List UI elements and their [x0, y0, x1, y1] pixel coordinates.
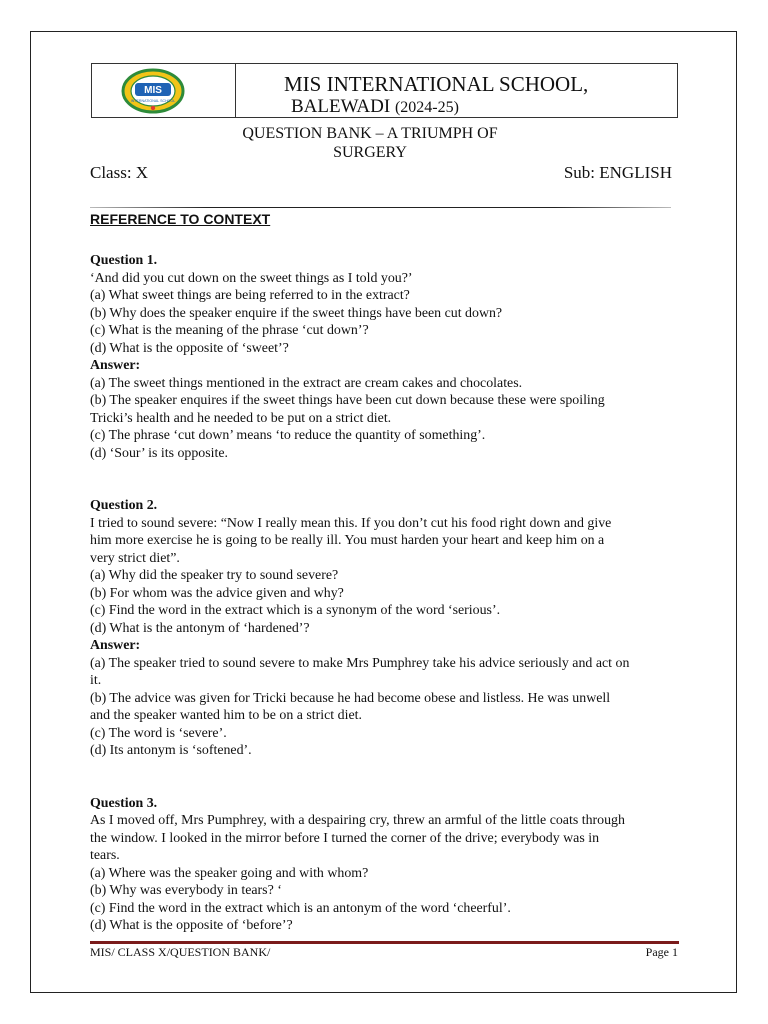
question-part: (b) For whom was the advice given and why?: [90, 585, 344, 601]
question-part: (b) Why does the speaker enquire if the sweet things have been cut down?: [90, 305, 503, 321]
school-name: MIS INTERNATIONAL SCHOOL,: [284, 72, 589, 96]
spacer: [90, 760, 680, 778]
question-part: (c) Find the word in the extract which is an antonym of the word ‘cheerful’.: [90, 900, 511, 916]
subject-label: Sub: ENGLISH: [563, 163, 672, 182]
spacer: [90, 462, 680, 480]
answer-line: (b) The speaker enquires if the sweet things have been cut down because these were spoiling: [90, 393, 605, 408]
question-extract-line: the window. I looked in the mirror before I turned the corner of the drive; everybody was in: [90, 830, 600, 846]
spacer: [90, 777, 680, 795]
question-extract-line: him more exercise he is going to be really ill. You must harden your heart and keep him on a: [90, 533, 605, 548]
document-title-line2: SURGERY: [333, 144, 407, 161]
answer-line: (b) The advice was given for Tricki because he had become obese and listless. He was unwell: [90, 690, 611, 706]
answer-line: (c) The phrase ‘cut down’ means ‘to reduce the quantity of something’.: [90, 428, 486, 443]
document-title: [200, 124, 540, 162]
school-logo: [121, 68, 185, 114]
answer-line: it.: [90, 673, 102, 688]
question-title: Question 1.: [90, 253, 158, 268]
question-part: (d) What is the opposite of ‘sweet’?: [90, 340, 289, 356]
answer-line: (a) The speaker tried to sound severe to make Mrs Pumphrey take his advice seriously and act on: [90, 655, 630, 671]
question-part: (c) Find the word in the extract which is a synonym of the word ‘serious’.: [90, 603, 501, 618]
question-extract-line: I tried to sound severe: “Now I really mean this. If you don’t cut his food right down and give: [90, 515, 612, 531]
question-title: Question 2.: [90, 498, 158, 513]
footer-rule: [90, 941, 679, 944]
question-part: (c) What is the meaning of the phrase ‘cut down’?: [90, 323, 369, 338]
class-label: Class: X: [90, 163, 149, 182]
question-extract-line: As I moved off, Mrs Pumphrey, with a despairing cry, threw an armful of the little coats through: [90, 813, 625, 828]
footer-left: MIS/ CLASS X/QUESTION BANK/: [90, 945, 271, 959]
answer-line: and the speaker wanted him to be on a strict diet.: [90, 708, 362, 723]
answer-line: Tricki’s health and he needed to be put on a strict diet.: [90, 410, 392, 426]
school-location-line: [291, 95, 459, 120]
question-extract-line: tears.: [90, 848, 120, 863]
question-part: (d) What is the antonym of ‘hardened’?: [90, 620, 310, 636]
answer-line: (d) ‘Sour’ is its opposite.: [90, 445, 228, 461]
question-part: (b) Why was everybody in tears? ‘: [90, 883, 282, 898]
answer-line: (c) The word is ‘severe’.: [90, 725, 227, 741]
spacer: [90, 480, 680, 498]
question-title: Question 3.: [90, 795, 158, 811]
question-part: (a) Why did the speaker try to sound severe?: [90, 568, 339, 583]
header-divider: [235, 63, 236, 118]
questions-content: [90, 252, 680, 935]
logo-ring-text: INTERNATIONAL SCHOOL: [130, 99, 176, 103]
section-heading: REFERENCE TO CONTEXT: [90, 211, 271, 227]
question-extract-line: very strict diet”.: [90, 550, 180, 566]
answer-label: Answer:: [90, 358, 141, 373]
document-title-line1: QUESTION BANK – A TRIUMPH OF: [242, 125, 498, 142]
school-location: BALEWADI: [291, 96, 391, 117]
question-part: (d) What is the opposite of ‘before’?: [90, 918, 293, 933]
answer-line: (d) Its antonym is ‘softened’.: [90, 743, 252, 758]
question-part: (a) Where was the speaker going and with whom?: [90, 865, 369, 881]
question-extract-line: ‘And did you cut down on the sweet things as I told you?’: [90, 270, 413, 286]
question-part: (a) What sweet things are being referred to in the extract?: [90, 288, 410, 303]
answer-line: (a) The sweet things mentioned in the extract are cream cakes and chocolates.: [90, 375, 523, 391]
logo-text: MIS: [144, 85, 162, 96]
answer-label: Answer:: [90, 638, 141, 653]
header-rule: [90, 207, 671, 208]
academic-year: (2024-25): [394, 99, 459, 116]
page-number: Page 1: [645, 945, 678, 959]
